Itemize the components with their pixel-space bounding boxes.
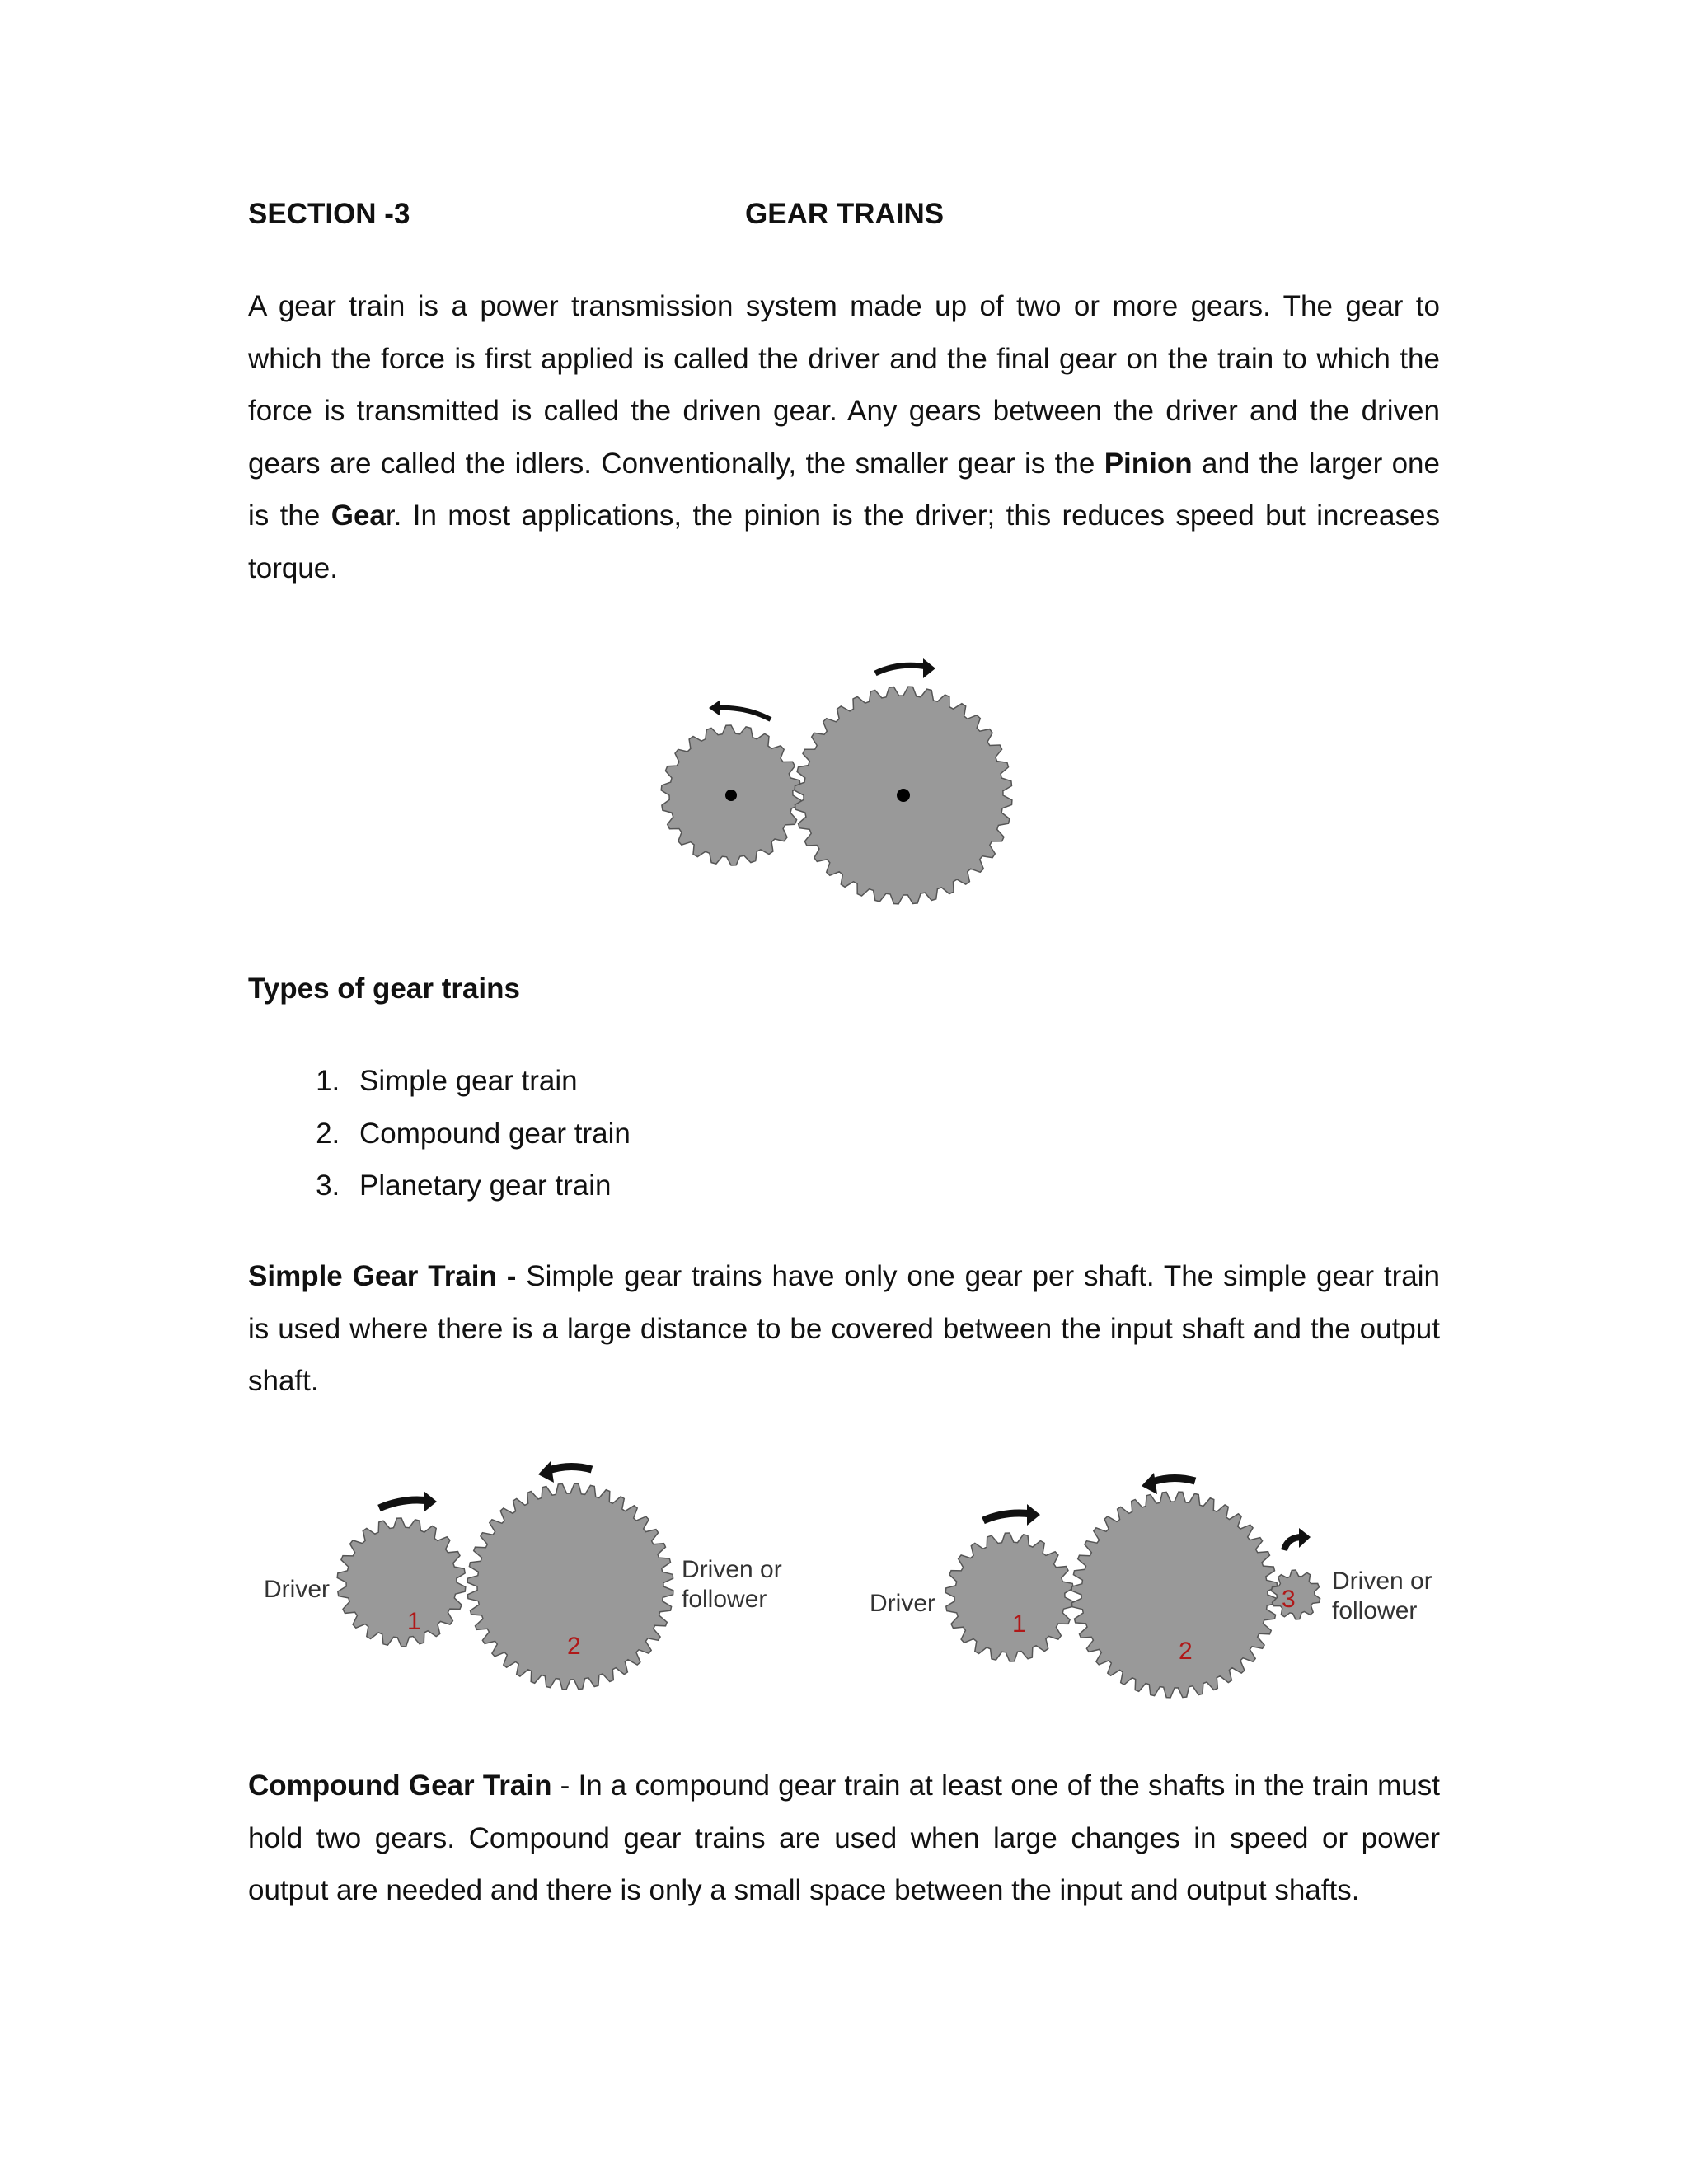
driver-gear-icon xyxy=(945,1533,1074,1661)
types-heading: Types of gear trains xyxy=(248,972,521,1005)
ccw-rotation-arrow-icon xyxy=(1150,1478,1195,1483)
gear-number: 1 xyxy=(1012,1610,1026,1638)
gear-train-types-list xyxy=(248,1055,631,1212)
gear-number: 3 xyxy=(1282,1586,1296,1613)
compound-gear-train-paragraph: Compound Gear Train - In a compound gear train at least one of the shafts in the train must hold two gears. Compound gear trains are used when large changes in speed or power output are needed and there is only a small space between the input and output shafts. xyxy=(248,1769,1440,1906)
gear-number: 2 xyxy=(1179,1638,1193,1665)
driven-label-line2: follower xyxy=(1332,1597,1418,1624)
driven-label-line1: Driven or xyxy=(682,1556,782,1583)
list-item: 2. Compound gear train xyxy=(348,1108,631,1160)
driven-label-line2: follower xyxy=(682,1586,767,1613)
driven-label-line1: Driven or xyxy=(1332,1568,1432,1595)
cw-rotation-arrow-icon xyxy=(983,1513,1032,1521)
driver-label: Driver xyxy=(870,1590,935,1617)
idler-gear-icon xyxy=(1071,1492,1278,1698)
driver-label: Driver xyxy=(264,1576,330,1603)
ccw-rotation-arrow-icon xyxy=(715,708,771,719)
simple-gear-train-paragraph: Simple Gear Train - Simple gear trains have only one gear per shaft. The simple gear train is used where there is a large distance to be covered between the input shaft and the output shaft. xyxy=(248,1260,1441,1397)
gear-axle-icon xyxy=(897,789,910,802)
list-item: 3. Planetary gear train xyxy=(348,1160,631,1212)
list-item: 1. Simple gear train xyxy=(348,1055,631,1108)
gear-term: Gea xyxy=(331,499,386,532)
cw-rotation-arrow-icon xyxy=(379,1500,429,1508)
gear-number: 2 xyxy=(567,1633,581,1660)
pinion-term: Pinion xyxy=(1104,447,1193,480)
ccw-rotation-arrow-icon xyxy=(546,1466,592,1471)
pinion-axle-icon xyxy=(725,790,737,801)
cw-rotation-arrow-icon xyxy=(875,665,927,673)
gear-number: 1 xyxy=(407,1608,421,1635)
follower-gear-icon xyxy=(1271,1570,1320,1619)
section-number: SECTION -3 xyxy=(248,198,410,230)
pinion-gear-figure xyxy=(651,655,1014,919)
simple-gear-train-figure xyxy=(247,1446,1451,1718)
intro-paragraph: A gear train is a power transmission system made up of two or more gears. The gear to which the force is first applied is called the driver and the final gear on the train to which the force is transmitted is called the driven gear. Any gears between the driver and the driven gears are called the idlers. Conventionally, the smaller gear is the Pinion and the larger one is the Gear. In most applications, the pinion is the driver; this reduces speed but increases torque. xyxy=(248,290,1440,584)
driver-gear-icon xyxy=(337,1518,466,1647)
page-title: GEAR TRAINS xyxy=(745,198,945,230)
